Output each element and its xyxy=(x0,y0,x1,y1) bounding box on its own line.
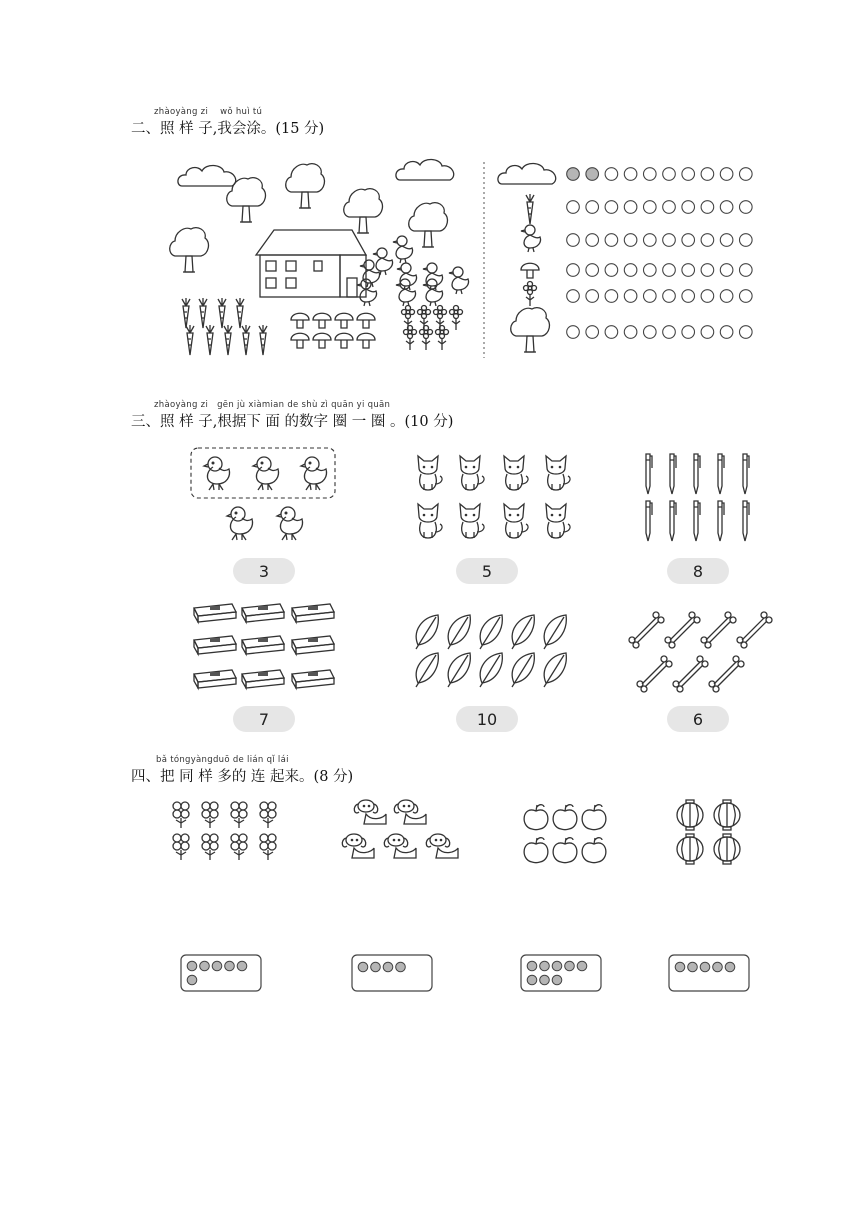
count-dot xyxy=(371,962,381,972)
clover-icon xyxy=(202,802,218,828)
apple-icon xyxy=(582,838,606,863)
apple-icon xyxy=(553,805,577,830)
number-badge: 8 xyxy=(667,558,729,584)
count-dot xyxy=(212,961,222,971)
count-boxes[interactable] xyxy=(181,955,749,991)
number-badge: 10 xyxy=(456,706,518,732)
dog-icon xyxy=(394,800,426,824)
number-badge: 3 xyxy=(233,558,295,584)
count-dot xyxy=(688,962,698,972)
number-badge: 7 xyxy=(233,706,295,732)
count-dot xyxy=(187,975,197,985)
clover-icon xyxy=(202,834,218,860)
section2-pinyin: zhàoyàng zi wǒ huì tú xyxy=(154,107,263,117)
count-box[interactable] xyxy=(352,955,432,991)
count-dot xyxy=(358,962,368,972)
section4-pinyin: bǎ tóngyàngduō de lián qǐ lái xyxy=(156,755,289,765)
dog-icon xyxy=(354,800,386,824)
count-box[interactable] xyxy=(669,955,749,991)
count-dot xyxy=(527,975,537,985)
clover-icon xyxy=(231,802,247,828)
clover-icon xyxy=(173,802,189,828)
section2-heading: 二、照 样 子,我会涂。(15 分) xyxy=(131,121,325,137)
dog-icon xyxy=(426,834,458,858)
count-dot xyxy=(396,962,406,972)
count-dot xyxy=(565,961,575,971)
count-box[interactable] xyxy=(521,955,601,991)
count-dot xyxy=(713,962,723,972)
count-dot xyxy=(200,961,210,971)
count-dot xyxy=(187,961,197,971)
count-dot xyxy=(700,962,710,972)
section3-pinyin: zhàoyàng zi gēn jù xiàmian de shù zì quān yi quān xyxy=(154,400,391,410)
count-dot xyxy=(527,961,537,971)
lantern-icon xyxy=(677,800,703,830)
clover-icon xyxy=(231,834,247,860)
apple-icon xyxy=(524,838,548,863)
count-dot xyxy=(540,975,550,985)
lantern-icon xyxy=(677,834,703,864)
lantern-icon xyxy=(714,800,740,830)
dog-icon xyxy=(342,834,374,858)
count-dot xyxy=(237,961,247,971)
clover-icon xyxy=(260,834,276,860)
lantern-icon xyxy=(714,834,740,864)
count-dot xyxy=(540,961,550,971)
count-dot xyxy=(225,961,235,971)
clover-icon xyxy=(260,802,276,828)
apple-icon xyxy=(524,805,548,830)
number-badge: 6 xyxy=(667,706,729,732)
count-dot xyxy=(552,975,562,985)
count-dot xyxy=(675,962,685,972)
clover-icon xyxy=(173,834,189,860)
apple-icon xyxy=(582,805,606,830)
section3-heading: 三、照 样 子,根据下 面 的数字 圈 一 圈 。(10 分) xyxy=(131,414,454,430)
number-badge: 5 xyxy=(456,558,518,584)
apple-icon xyxy=(553,838,577,863)
count-dot xyxy=(552,961,562,971)
count-box[interactable] xyxy=(181,955,261,991)
count-dot xyxy=(577,961,587,971)
dog-icon xyxy=(384,834,416,858)
count-dot xyxy=(725,962,735,972)
section4-heading: 四、把 同 样 多的 连 起来。(8 分) xyxy=(131,769,354,785)
count-dot xyxy=(383,962,393,972)
